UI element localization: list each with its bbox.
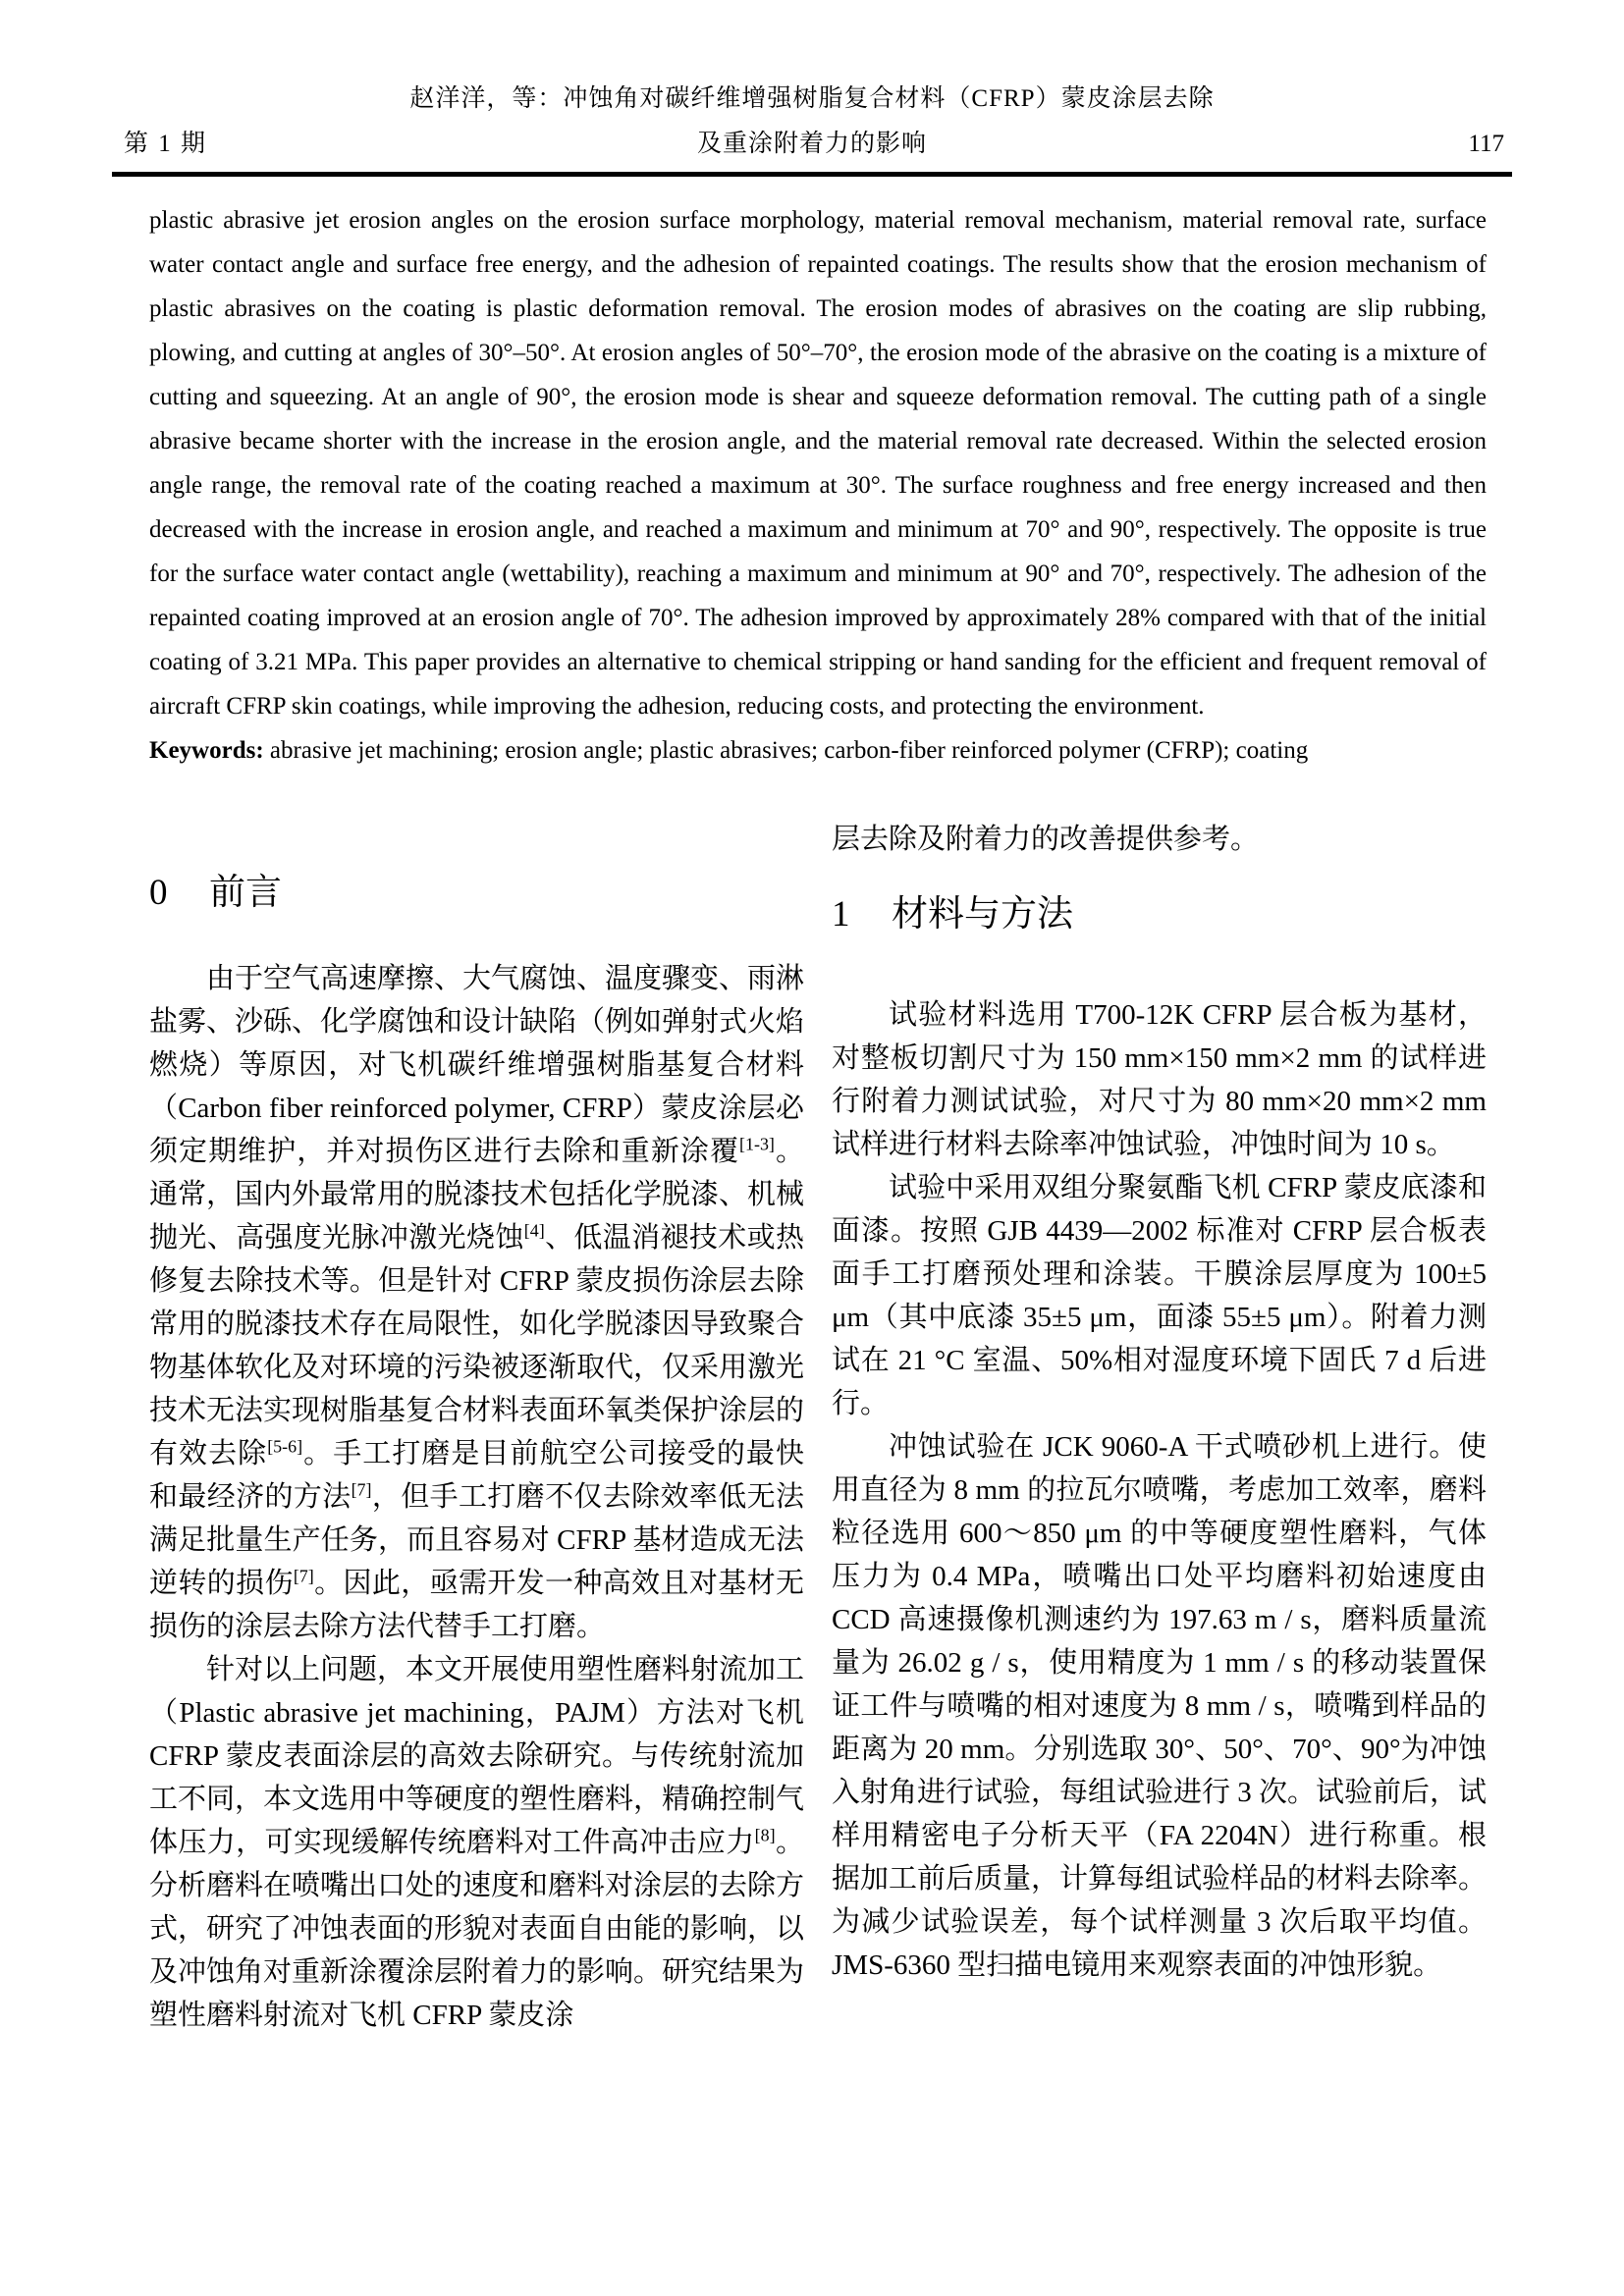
text-run: 由于空气高速摩擦、大气腐蚀、温度骤变、雨淋盐雾、沙砾、化学腐蚀和设计缺陷（例如弹射式火焰燃烧）等原因，对飞机碳纤维增强树脂基复合材料（Carbon fiber reinforced polymer, CFRP）蒙皮涂层必须定期维护，并对损伤区进行去除和重新涂覆 bbox=[149, 963, 805, 1167]
methods-paragraph-1: 试验材料选用 T700-12K CFRP 层合板为基材，对整板切割尺寸为 150 mm×150 mm×2 mm 的试样进行附着力测试试验，对尺寸为 80 mm×20 mm×2 mm 试样进行材料去除率冲蚀试验，冲蚀时间为 10 s。 bbox=[832, 999, 1487, 1160]
text-run: 、低温消褪技术或热修复去除技术等。但是针对 CFRP 蒙皮损伤涂层去除常用的脱漆技术存在局限性，如化学脱漆因导致聚合物基体软化及对环境的污染被逐渐取代，仅采用激光技术无法实现树脂基复合材料表面环氧类保护涂层的有效去除 bbox=[149, 1222, 805, 1469]
keywords-text: abrasive jet machining; erosion angle; plastic abrasives; carbon-fiber reinforced polymer (CFRP); coating bbox=[263, 737, 1309, 764]
issue-label: 第 1 期 bbox=[124, 131, 208, 157]
text-run: 。通常，国内外最常用的脱漆技术包括化学脱漆、机械抛光、高强度光脉冲激光烧蚀 bbox=[149, 1136, 805, 1254]
two-column-body bbox=[149, 818, 1487, 2037]
page-number: 117 bbox=[1468, 131, 1504, 157]
section-1-number: 1 bbox=[832, 894, 850, 934]
intro-paragraph-1 bbox=[149, 957, 804, 1648]
section-0-number: 0 bbox=[149, 873, 168, 913]
citation-ref: [1-3] bbox=[739, 1134, 775, 1154]
left-column bbox=[149, 818, 804, 2037]
header-rule bbox=[112, 172, 1512, 177]
abstract-section bbox=[149, 198, 1487, 773]
citation-ref: [8] bbox=[754, 1825, 776, 1845]
page-header bbox=[112, 0, 1512, 177]
citation-ref: [7] bbox=[351, 1479, 372, 1500]
citation-ref: [7] bbox=[293, 1566, 314, 1586]
text-run: 针对以上问题，本文开展使用塑性磨料射流加工（Plastic abrasive jet machining，PAJM）方法对飞机 CFRP 蒙皮表面涂层的高效去除研究。与传统射流加工不同，本文选用中等硬度的塑性磨料，精确控制气体压力，可实现缓解传统磨料对工件高冲击应力 bbox=[149, 1654, 805, 1858]
right-column bbox=[832, 818, 1487, 2037]
running-subtitle: 及重涂附着力的影响 bbox=[696, 131, 927, 157]
text-run: ，但手工打磨不仅去除效率低无法满足批量生产任务，而且容易对 CFRP 基材造成无法逆转的损伤 bbox=[149, 1481, 804, 1599]
running-title: 赵洋洋，等：冲蚀角对碳纤维增强树脂复合材料（CFRP）蒙皮涂层去除 bbox=[409, 85, 1215, 112]
section-0-title: 前言 bbox=[209, 873, 283, 913]
abstract-text: plastic abrasive jet erosion angles on the erosion surface morphology, material removal mechanism, material removal rate, surface water contact angle and surface free energy, and the adhesion of repainted coatings. The results show that the erosion mechanism of plastic abrasives on the coating is plastic deformation removal. The erosion modes of abrasives on the coating are slip rubbing, plowing, and cutting at angles of 30°–50°. At erosion angles of 50°–70°, the erosion mode of the abrasive on the coating is a mixture of cutting and squeezing. At an angle of 90°, the erosion mode is shear and squeeze deformation removal. The cutting path of a single abrasive became shorter with the increase in the erosion angle, and the material removal rate decreased. Within the selected erosion angle range, the removal rate of the coating reached a maximum at 30°. The surface roughness and free energy increased and then decreased with the increase in erosion angle, and reached a maximum and minimum at 70° and 90°, respectively. The opposite is true for the surface water contact angle (wettability), reaching a maximum and minimum at 90° and 70°, respectively. The adhesion of the repainted coating improved at an erosion angle of 70°. The adhesion improved by approximately 28% compared with that of the initial coating of 3.21 MPa. This paper provides an alternative to chemical stripping or hand sanding for the efficient and frequent removal of aircraft CFRP skin coatings, while improving the adhesion, reducing costs, and protecting the environment. bbox=[149, 207, 1487, 720]
methods-paragraph-2: 试验中采用双组分聚氨酯飞机 CFRP 蒙皮底漆和面漆。按照 GJB 4439—2002 标准对 CFRP 层合板表面手工打磨预处理和涂装。干膜涂层厚度为 100±5 μm（其中底漆 35±5 μm，面漆 55±5 μm）。附着力测试在 21 °C 室温、50%相对湿度环境下固氏 7 d 后进行。 bbox=[832, 1172, 1487, 1419]
text-run: 。因此，亟需开发一种高效且对基材无损伤的涂层去除方法代替手工打磨。 bbox=[149, 1568, 804, 1642]
section-1-title: 材料与方法 bbox=[892, 894, 1074, 934]
section-1-heading bbox=[832, 890, 1487, 939]
intro-paragraph-2 bbox=[149, 1648, 804, 2037]
citation-ref: [5-6] bbox=[267, 1436, 303, 1457]
text-run: 。手工打磨是目前航空公司接受的最快和最经济的方法 bbox=[149, 1438, 804, 1513]
section-0-heading bbox=[149, 869, 804, 918]
header-row bbox=[112, 130, 1512, 159]
methods-paragraph-3: 冲蚀试验在 JCK 9060-A 干式喷砂机上进行。使用直径为 8 mm 的拉瓦尔喷嘴，考虑加工效率，磨料粒径选用 600～850 μm 的中等硬度塑性磨料，气体压力为 0.4 MPa，喷嘴出口处平均磨料初始速度由 CCD 高速摄像机测速约为 197.63 m / s，磨料质量流量为 26.02 g / s，使用精度为 1 mm / s 的移动装置保证工件与喷嘴的相对速度为 8 mm / s，喷嘴到样品的距离为 20 mm。分别选取 30°、50°、70°、90°为冲蚀入射角进行试验，每组试验进行 3 次。试验前后，试样用精密电子分析天平（FA 2204N）进行称重。根据加工前后质量，计算每组试验样品的材料去除率。为减少试验误差，每个试样测量 3 次后取平均值。JMS-6360 型扫描电镜用来观察表面的冲蚀形貌。 bbox=[832, 1431, 1488, 1981]
continuation-paragraph: 层去除及附着力的改善提供参考。 bbox=[832, 824, 1260, 855]
keywords-label: Keywords: bbox=[149, 737, 264, 764]
text-run: 。分析磨料在喷嘴出口处的速度和磨料对涂层的去除方式，研究了冲蚀表面的形貌对表面自由能的影响，以及冲蚀角对重新涂覆涂层附着力的影响。研究结果为塑性磨料射流对飞机 CFRP 蒙皮涂 bbox=[149, 1827, 805, 2031]
citation-ref: [4] bbox=[523, 1220, 545, 1241]
keywords-line bbox=[149, 728, 1487, 773]
